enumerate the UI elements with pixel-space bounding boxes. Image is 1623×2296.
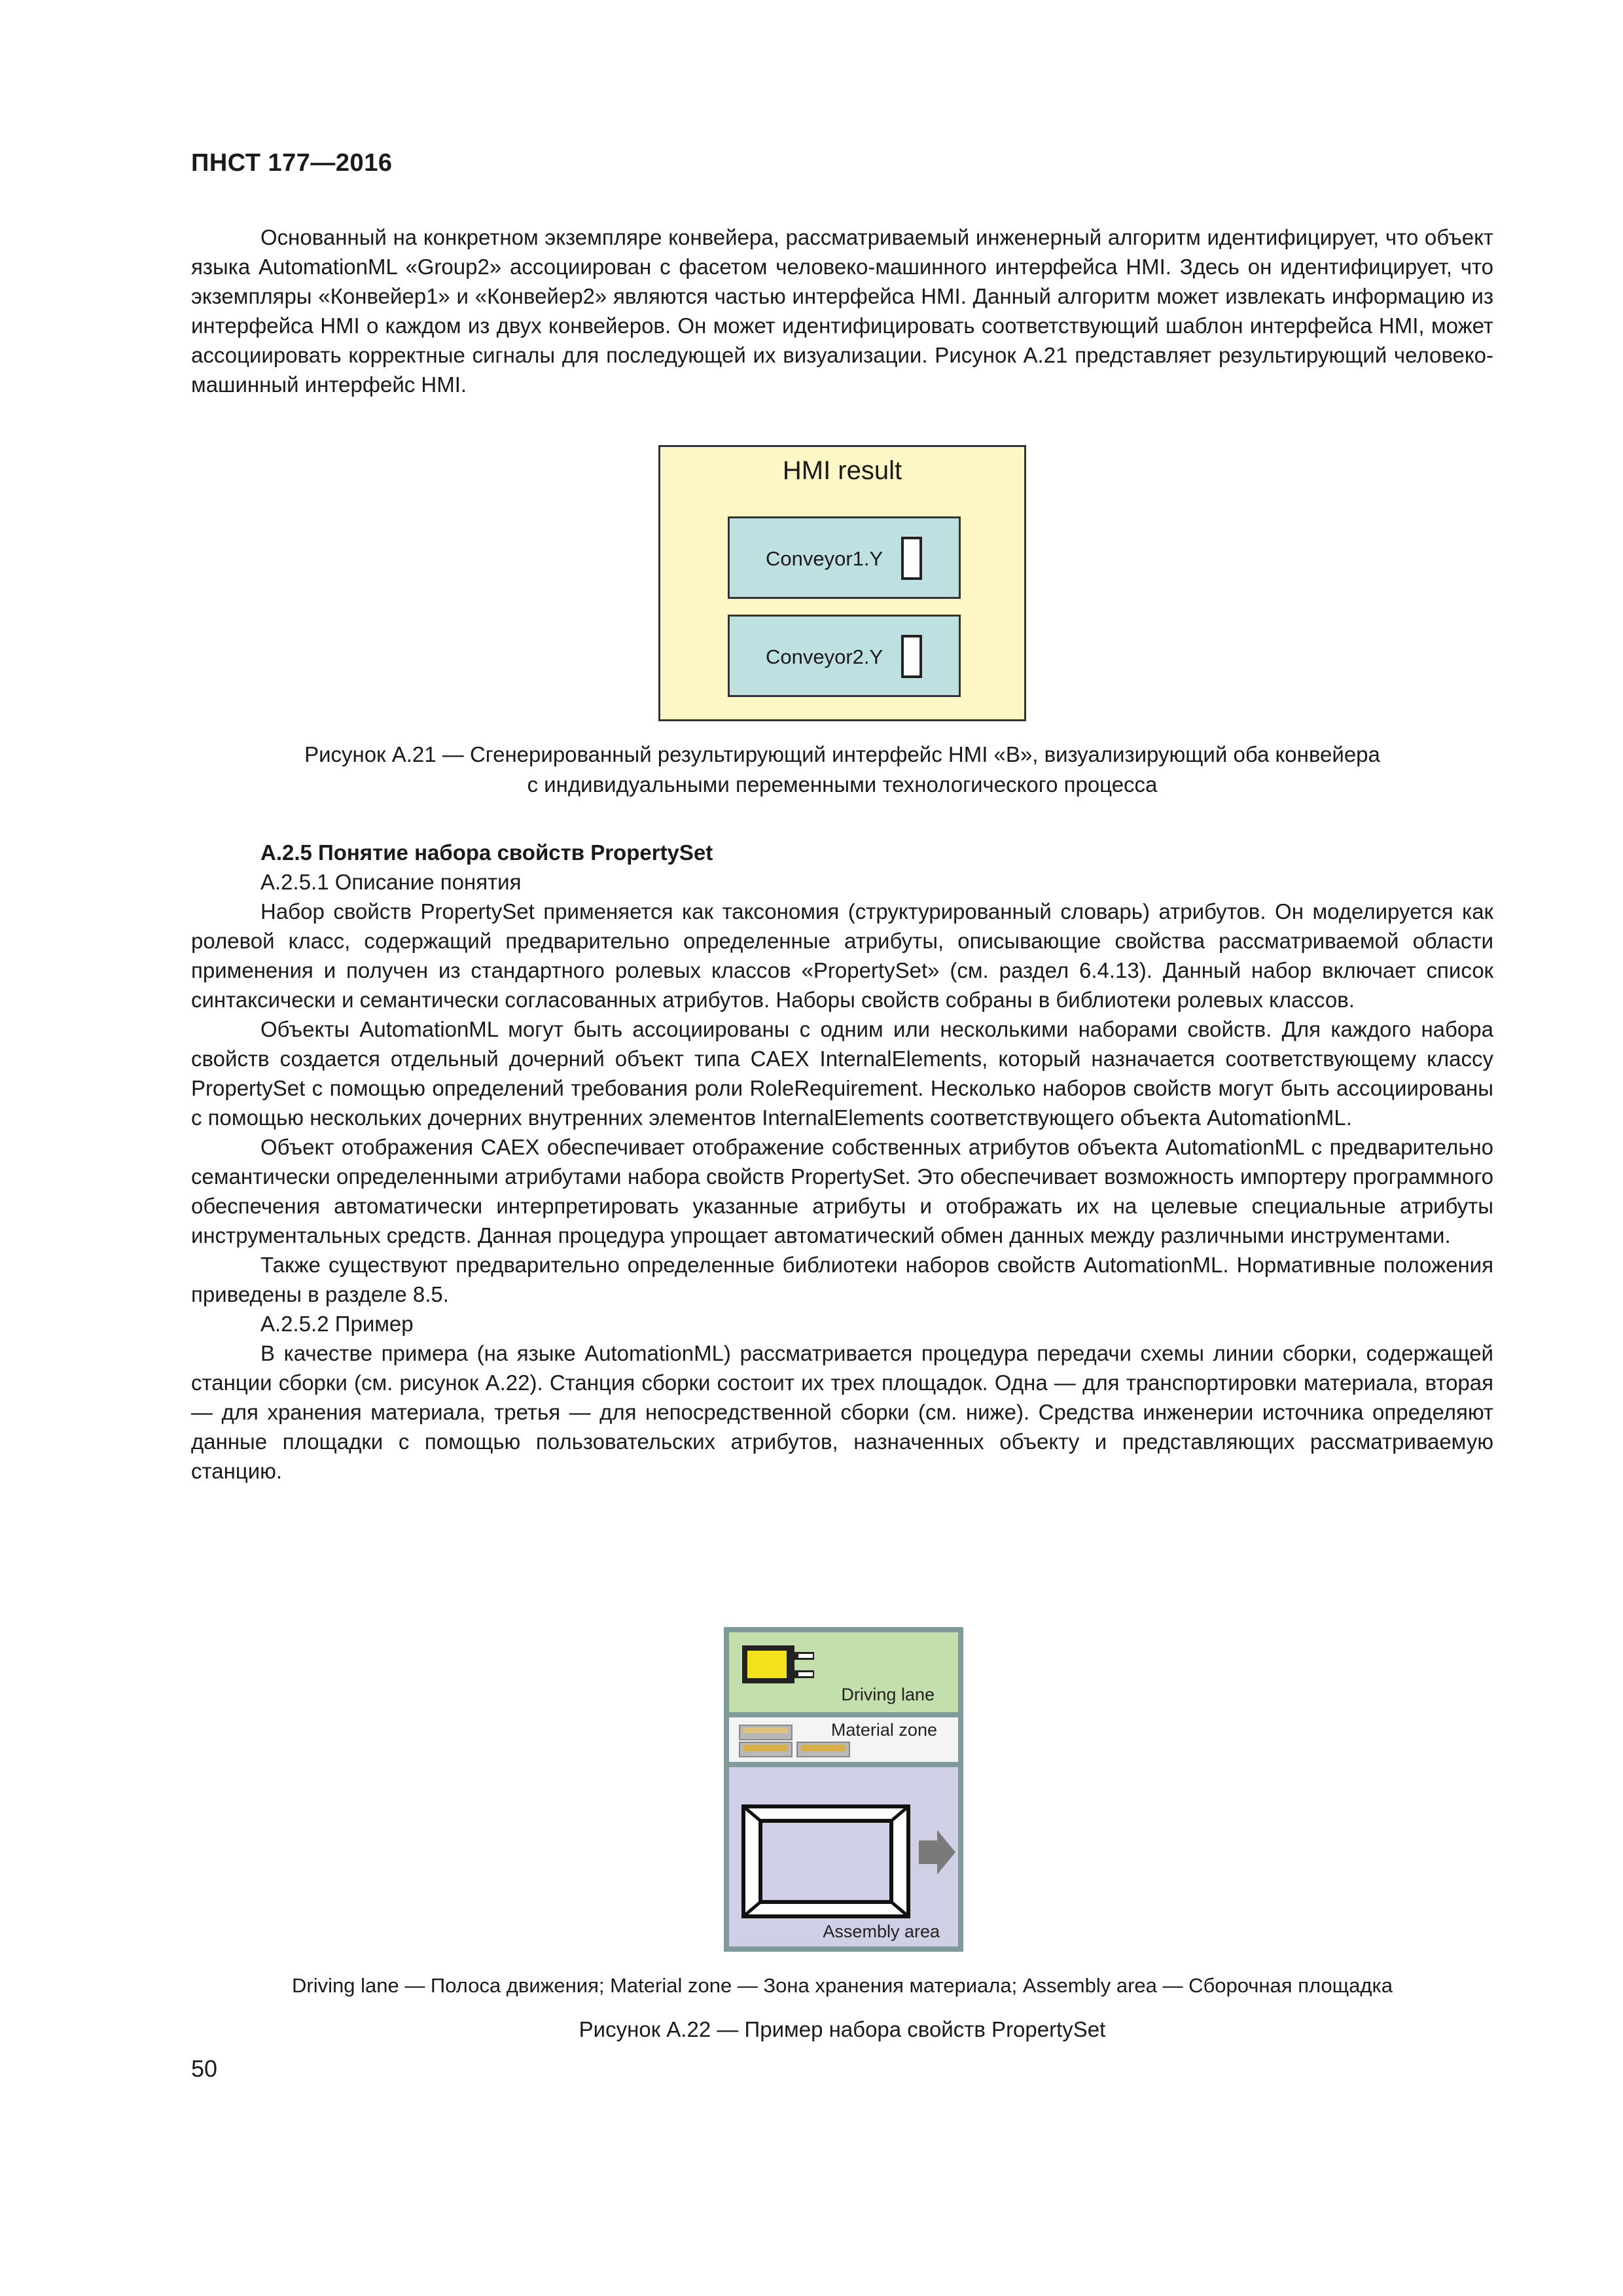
assembly-station-icon bbox=[729, 1767, 958, 1946]
section-heading: A.2.5 Понятие набора свойств PropertySet bbox=[260, 840, 713, 865]
paragraph-1: Набор свойств PropertySet применяется как таксономия (структурированный словарь) атрибутов. Он моделируется как ролевой класс, содержащий предварительно определенные атрибуты, описывающие свойства рассматриваемой области применения и получен из стандартного ролевых классов «PropertySet» (см. раздел 6.4.13). Данный набор включает список синтаксически и семантически согласованных атрибутов. Наборы свойств собраны в библиотеки ролевых классов. bbox=[191, 899, 1493, 1012]
figure-a21-caption-line2: с индивидуальными переменными технологического процесса bbox=[527, 772, 1158, 797]
material-zone bbox=[729, 1717, 958, 1762]
intro-paragraph: Основанный на конкретном экземпляре конвейера, рассматриваемый инженерный алгоритм идентифицирует, что объект языка AutomationML «Group2» ассоциирован с фасетом человеко-машинного интерфейса HMI. Здесь он идентифицирует, что экземпляры «Конвейер1» и «Конвейер2» являются частью интерфейса HMI. Данный алгоритм может извлекать информацию из интерфейса HMI о каждом из двух конвейеров. Он может идентифицировать соответствующий шаблон интерфейса HMI, может ассоциировать корректные сигналы для последующей их визуализации. Рисунок A.21 представляет результирующий человеко-машинный интерфейс HMI. bbox=[191, 225, 1493, 397]
assembly-area-label: Assembly area bbox=[823, 1922, 940, 1941]
assembly-area-zone bbox=[729, 1767, 958, 1946]
driving-lane-label: Driving lane bbox=[841, 1685, 935, 1704]
page-number: 50 bbox=[191, 2055, 218, 2082]
conveyor1-panel bbox=[728, 516, 961, 599]
material-zone-label: Material zone bbox=[830, 1720, 937, 1740]
figure-a22-legend: Driving lane — Полоса движения; Material zone — Зона хранения материала; Assembly area — Сборочная площадка bbox=[292, 1974, 1393, 1997]
figure-a21-caption-line1: Рисунок A.21 — Сгенерированный результирующий интерфейс HMI «B», визуализирующий оба конвейера bbox=[304, 742, 1380, 766]
subsection-heading-2: A.2.5.2 Пример bbox=[260, 1312, 414, 1336]
paragraph-2: Объекты AutomationML могут быть ассоциированы с одним или несколькими наборами свойств. Для каждого набора свойств создается отдельный дочерний объект типа CAEX InternalElements, который назначается соответствующему классу PropertySet с помощью определений требования роли RoleRequirement. Несколько наборов свойств могут быть ассоциированы с помощью нескольких дочерних внутренних элементов InternalElements соответствующего объекта AutomationML. bbox=[191, 1017, 1493, 1130]
conveyor2-label: Conveyor2.Y bbox=[766, 645, 883, 668]
section-a25 bbox=[191, 838, 1493, 1486]
subsection-heading-1: A.2.5.1 Описание понятия bbox=[260, 870, 522, 894]
hmi-result-title: HMI result bbox=[782, 456, 902, 485]
figure-a22-caption: Рисунок A.22 — Пример набора свойств PropertySet bbox=[579, 2017, 1106, 2041]
driving-lane-zone bbox=[729, 1632, 958, 1712]
intro-text bbox=[191, 223, 1493, 399]
conveyor2-panel bbox=[728, 615, 961, 697]
figure-property-set bbox=[724, 1627, 963, 1952]
paragraph-4: Также существуют предварительно определенные библиотеки наборов свойств AutomationML. Нормативные положения приведены в разделе 8.5. bbox=[191, 1253, 1493, 1306]
figure-a21-caption bbox=[191, 740, 1493, 800]
paragraph-5: В качестве примера (на языке AutomationML) рассматривается процедура передачи схемы линии сборки, содержащей станции сборки (см. рисунок A.22). Станция сборки состоит их трех площадок. Одна — для транспортировки материала, вторая — для хранения материала, третья — для непосредственной сборки (см. ниже). Средства инженерии источника определяют данные площадки с помощью пользовательских атрибутов, назначенных объекту и представляющих рассматриваемую станцию. bbox=[191, 1341, 1493, 1483]
paragraph-3: Объект отображения CAEX обеспечивает отображение собственных атрибутов объекта AutomationML с предварительно семантически определенными атрибутами набора свойств PropertySet. Это обеспечивает возможность импортеру программного обеспечения автоматически интерпретировать указанные атрибуты и отображать их на целевые специальные атрибуты инструментальных средств. Данная процедура упрощает автоматический обмен данных между различными инструментами. bbox=[191, 1135, 1493, 1247]
conveyor1-indicator bbox=[901, 537, 922, 580]
figure-hmi-result bbox=[658, 445, 1026, 721]
document-header: ПНСТ 177—2016 bbox=[191, 149, 393, 177]
conveyor1-label: Conveyor1.Y bbox=[766, 547, 883, 570]
conveyor2-indicator bbox=[901, 635, 922, 678]
